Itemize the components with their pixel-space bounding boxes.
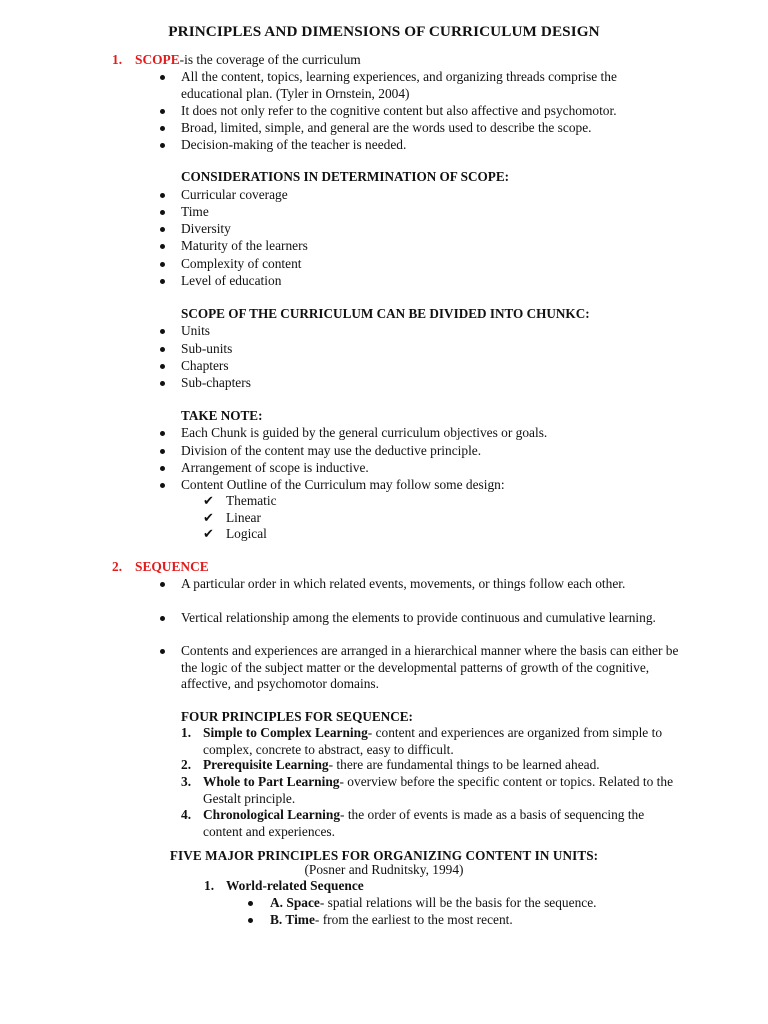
list-item: Sub-units (160, 341, 680, 358)
bullet-icon (160, 483, 165, 488)
list-item: A particular order in which related events, movements, or things follow each other. (160, 576, 680, 593)
bullet-icon (160, 431, 165, 436)
list-item: Complexity of content (160, 256, 680, 273)
list-item: Arrangement of scope is inductive. (160, 460, 680, 477)
bullet-icon (160, 143, 165, 148)
list-item: 1. World-related Sequence (204, 878, 364, 893)
checkmark-icon: ✔ (203, 527, 214, 542)
list-item: Time (160, 204, 680, 221)
take-note-heading: TAKE NOTE: (181, 408, 263, 423)
bullet-icon (160, 262, 165, 267)
bullet-icon (160, 210, 165, 215)
list-item: 3. Whole to Part Learning- overview before the specific content or topics. Related to the Gestalt principle. (181, 774, 674, 806)
considerations-heading: CONSIDERATIONS IN DETERMINATION OF SCOPE: (181, 169, 510, 184)
scope-label: SCOPE (135, 52, 180, 67)
bullet-icon (160, 582, 165, 587)
list-item: Sub-chapters (160, 375, 680, 392)
list-item: All the content, topics, learning experiences, and organizing threads comprise the educational plan. (Tyler in Ornstein, 2004) (160, 69, 680, 102)
list-item: 2. Prerequisite Learning- there are fundamental things to be learned ahead. (181, 757, 600, 772)
list-item: It does not only refer to the cognitive content but also affective and psychomotor. (160, 103, 680, 120)
bullet-icon (160, 126, 165, 131)
list-item: Division of the content may use the deductive principle. (160, 443, 680, 460)
list-item: Units (160, 323, 680, 340)
bullet-icon (160, 381, 165, 386)
bullet-icon (248, 918, 253, 923)
list-item: B. Time- from the earliest to the most recent. (248, 912, 668, 929)
list-item: A. Space- spatial relations will be the basis for the sequence. (248, 895, 668, 912)
sequence-heading: 2. SEQUENCE (112, 559, 209, 574)
bullet-icon (160, 466, 165, 471)
list-item: Vertical relationship among the elements to provide continuous and cumulative learning. (160, 610, 680, 627)
bullet-icon (160, 75, 165, 80)
bullet-icon (160, 616, 165, 621)
chunks-heading: SCOPE OF THE CURRICULUM CAN BE DIVIDED INTO CHUNKC: (181, 306, 590, 321)
bullet-icon (160, 244, 165, 249)
list-item: Level of education (160, 273, 680, 290)
list-item: Decision-making of the teacher is needed. (160, 137, 680, 154)
list-item: Curricular coverage (160, 187, 680, 204)
list-item: ✔ Logical (203, 526, 267, 542)
list-item: 4. Chronological Learning- the order of events is made as a basis of sequencing the content and experiences. (181, 807, 645, 839)
citation: (Posner and Rudnitsky, 1994) (304, 862, 464, 877)
list-item: Diversity (160, 221, 680, 238)
bullet-icon (160, 347, 165, 352)
bullet-icon (160, 649, 165, 654)
bullet-icon (160, 279, 165, 284)
list-item: Maturity of the learners (160, 238, 680, 255)
page-title: PRINCIPLES AND DIMENSIONS OF CURRICULUM DESIGN (168, 23, 600, 40)
bullet-icon (160, 193, 165, 198)
list-item: Broad, limited, simple, and general are the words used to describe the scope. (160, 120, 680, 137)
checkmark-icon: ✔ (203, 494, 214, 509)
scope-definition: -is the coverage of the curriculum (179, 52, 361, 67)
sequence-label: SEQUENCE (135, 559, 209, 574)
bullet-icon (160, 329, 165, 334)
list-item: 1. Simple to Complex Learning- content and experiences are organized from simple to complex, concrete to abstract, easy to difficult. (181, 725, 663, 757)
bullet-icon (160, 364, 165, 369)
list-item: ✔ Linear (203, 510, 261, 526)
bullet-icon (160, 449, 165, 454)
checkmark-icon: ✔ (203, 511, 214, 526)
list-item: Contents and experiences are arranged in a hierarchical manner where the basis can either be the logic of the subject matter or the developmental patterns of growth of the cognitive, affective, and psychomotor domains. (160, 643, 680, 693)
five-principles-heading: FIVE MAJOR PRINCIPLES FOR ORGANIZING CONTENT IN UNITS: (169, 848, 599, 863)
list-item: Each Chunk is guided by the general curriculum objectives or goals. (160, 425, 680, 442)
list-item: Content Outline of the Curriculum may follow some design: (160, 477, 680, 494)
list-item: Chapters (160, 358, 680, 375)
bullet-icon (248, 901, 253, 906)
bullet-icon (160, 109, 165, 114)
bullet-icon (160, 227, 165, 232)
scope-heading: 1. SCOPE-is the coverage of the curriculum (112, 52, 361, 67)
list-item: ✔ Thematic (203, 493, 277, 509)
four-principles-heading: FOUR PRINCIPLES FOR SEQUENCE: (181, 709, 413, 724)
